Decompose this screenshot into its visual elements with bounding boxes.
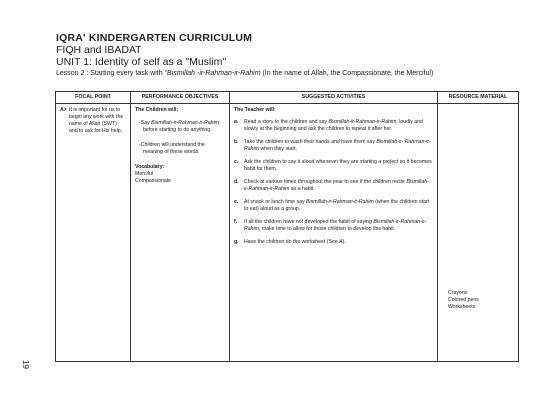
activity-text: If all the children have not developed the habit of saying Bismillah-ir-Rahman-ir-Rahim, make time to allow for those children to develop this habit. [244,219,427,232]
activity-item [234,219,433,233]
vocabulary-heading: Vocabulary: [135,164,165,170]
page-number: 19 [21,360,30,369]
activity-item [234,199,433,213]
vocabulary-word: Compassionate [135,178,172,184]
activity-item [234,159,433,173]
activity-item [234,119,433,133]
lesson-title: Lesson 2 : Starting every task with "Bismillah -ir-Rahman-ir-Rahim (In the name of Allah, the Compassionate, the Merciful) [56,70,434,77]
activity-letter: e. [234,199,239,205]
resource-item: Worksheets [448,304,476,310]
activity-text: Read a story to the children and say Bismillah-ir-Rahman-ir-Rahim, loudly and slowly at the beginning and ask the children to repeat it after her. [244,119,423,132]
activity-item [234,139,433,153]
activities-cell [230,104,438,362]
activity-text: Check at various times throughout the year to see if the children recite Bismillah-ir-Rahman-ir-Rahim as a habit. [244,179,429,192]
activity-letter: a. [234,119,239,125]
header-suggested-activities: SUGGESTED ACTIVITIES [230,92,438,104]
objectives-heading: The Children will: [135,107,179,113]
activity-text: Ask the children to say it aloud whenever they are starting a project so it becomes habit for them. [244,159,432,172]
activity-text: Take the children to wash their hands and have them say Bismillah-ir- Rahman-ir-Rahim when they start. [244,139,431,152]
objective-item: -Say Bismillah-ir-Rahman-ir-Rahim before starting to do anything. [139,120,219,133]
resource-list [448,290,518,311]
table-header-row [56,92,519,104]
objectives-cell [131,104,230,362]
activity-item [234,179,433,193]
focal-point-cell [56,104,131,362]
subject-title: FIQH and IBADAT [56,44,142,56]
focal-point-text: It is important for us to begin any work with the name of Allah (SWT) and to ask for His help. [69,107,124,134]
resource-item: Colored pens [448,297,479,303]
activity-letter: g. [234,239,239,245]
unit-title: UNIT 1: Identity of self as a "Muslim" [56,56,227,68]
resource-item: Crayons [448,290,468,296]
activity-text: At snack or lunch time say Bismillah-ir-Rahman-ir-Rahim (when the children start to eat) aloud as a group. [244,199,430,212]
curriculum-title: IQRA' KINDERGARTEN CURRICULUM [56,32,253,44]
table-row [56,104,519,362]
resources-cell [438,104,519,362]
page-header [56,32,536,79]
focal-point-mark: A> [60,107,67,113]
objective-item: -Children will understand the meaning of these words. [139,142,205,155]
header-resource-material: RESOURCE MATERIAL [438,92,519,104]
header-performance-objectives: PERFORMANCE OBJECTIVES [131,92,230,104]
header-focal-point: FOCAL POINT [56,92,131,104]
activity-letter: d. [234,179,239,185]
curriculum-table [55,91,519,362]
activity-item [234,239,433,246]
vocabulary-word: Merciful [135,171,154,177]
activity-text: Have the children do the worksheet (See A). [244,239,346,245]
activities-heading: The Teacher will: [234,107,276,113]
activity-letter: b. [234,139,239,145]
activity-letter: f. [234,219,238,225]
activity-list [234,119,433,246]
activity-letter: c. [234,159,239,165]
